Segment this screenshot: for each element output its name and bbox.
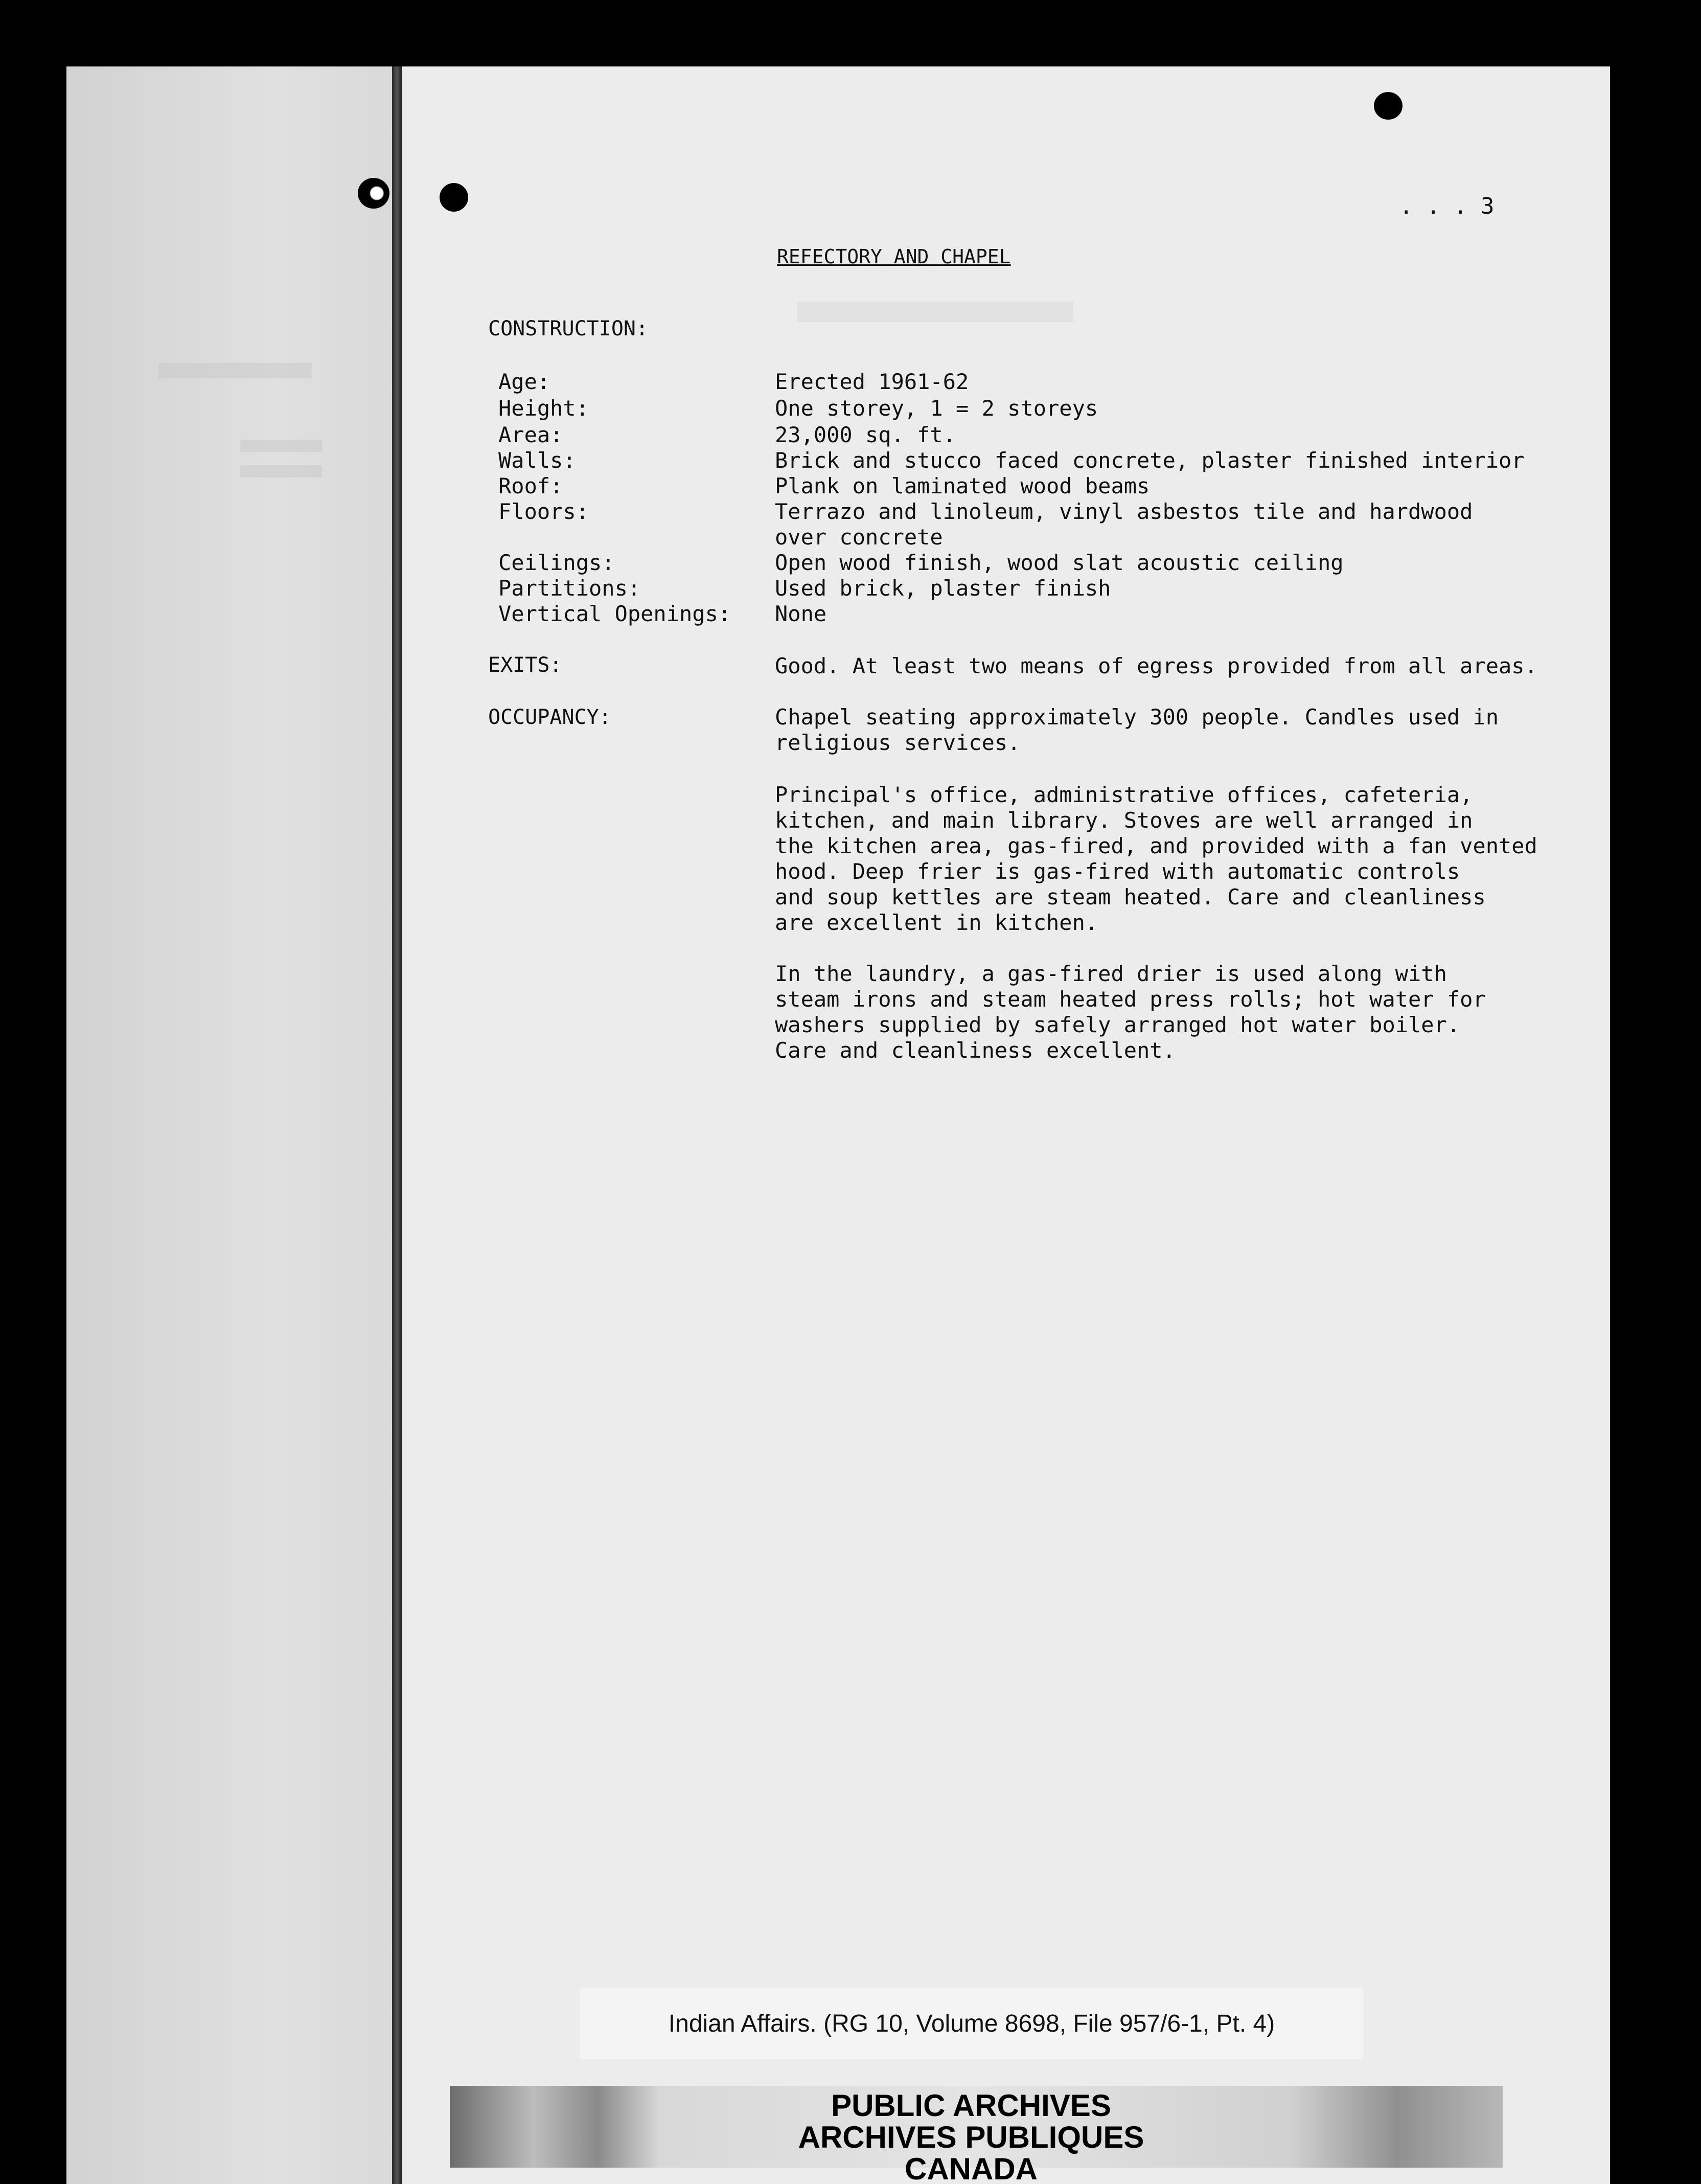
field-label: Ceilings: [498,550,615,575]
top-page [396,66,1610,2184]
field-value: Plank on laminated wood beams [775,473,1150,498]
stamp-line: ARCHIVES PUBLIQUES [798,2120,1144,2154]
exits-heading: EXITS: [488,653,562,677]
punch-hole-left [358,178,389,209]
field-value: Terrazo and linoleum, vinyl asbestos tile and hardwood [775,499,1473,524]
field-label: Floors: [498,499,589,524]
field-label: Area: [498,422,563,447]
punch-hole-right [1374,92,1403,120]
page-number: . . . 3 [1399,193,1495,219]
construction-heading: CONSTRUCTION: [488,317,649,340]
punch-hole-center [440,183,468,212]
occupancy-heading: OCCUPANCY: [488,706,611,729]
page-title: REFECTORY AND CHAPEL [777,245,1011,268]
field-value: Open wood finish, wood slat acoustic ceiling [775,550,1344,575]
archive-reference-text: Indian Affairs. (RG 10, Volume 8698, File 957/6-1, Pt. 4) [668,2010,1275,2037]
field-value: None [775,601,827,626]
underlying-page [66,66,414,2184]
field-label: Vertical Openings: [498,601,731,626]
field-label: Height: [498,396,589,421]
exits-text: Good. At least two means of egress provided from all areas. [775,653,1537,678]
field-value: Erected 1961-62 [775,369,969,394]
occupancy-paragraph: Chapel seating approximately 300 people. Candles used in religious services. [775,704,1499,755]
occupancy-paragraph: Principal's office, administrative offices, cafeteria, kitchen, and main library. Stoves are well arranged in the kitchen area, gas-fired, and provided with a fan vented hood. Deep frier is gas-fired with automatic controls and soup kettles are steam heated. Care and cleanliness are excellent in kitchen. [775,782,1537,935]
field-value: 23,000 sq. ft. [775,422,956,447]
field-value: Used brick, plaster finish [775,576,1111,601]
field-value: One storey, 1 = 2 storeys [775,396,1098,421]
archive-reference-label [580,1988,1363,2059]
field-label: Age: [498,369,550,394]
occupancy-paragraph: In the laundry, a gas-fired drier is used along with steam irons and steam heated press rolls; hot water for washers supplied by safely arranged hot water boiler. Care and cleanliness excellent. [775,961,1486,1063]
field-value: Brick and stucco faced concrete, plaster finished interior [775,448,1525,473]
stamp-line: CANADA [905,2152,1038,2184]
field-label: Walls: [498,448,576,473]
archive-stamp [664,2090,1278,2184]
field-label: Roof: [498,473,563,498]
field-value-continued: over concrete [775,525,943,550]
field-label: Partitions: [498,576,641,601]
stamp-line: PUBLIC ARCHIVES [831,2088,1111,2123]
page-edge-shadow [392,66,402,2184]
